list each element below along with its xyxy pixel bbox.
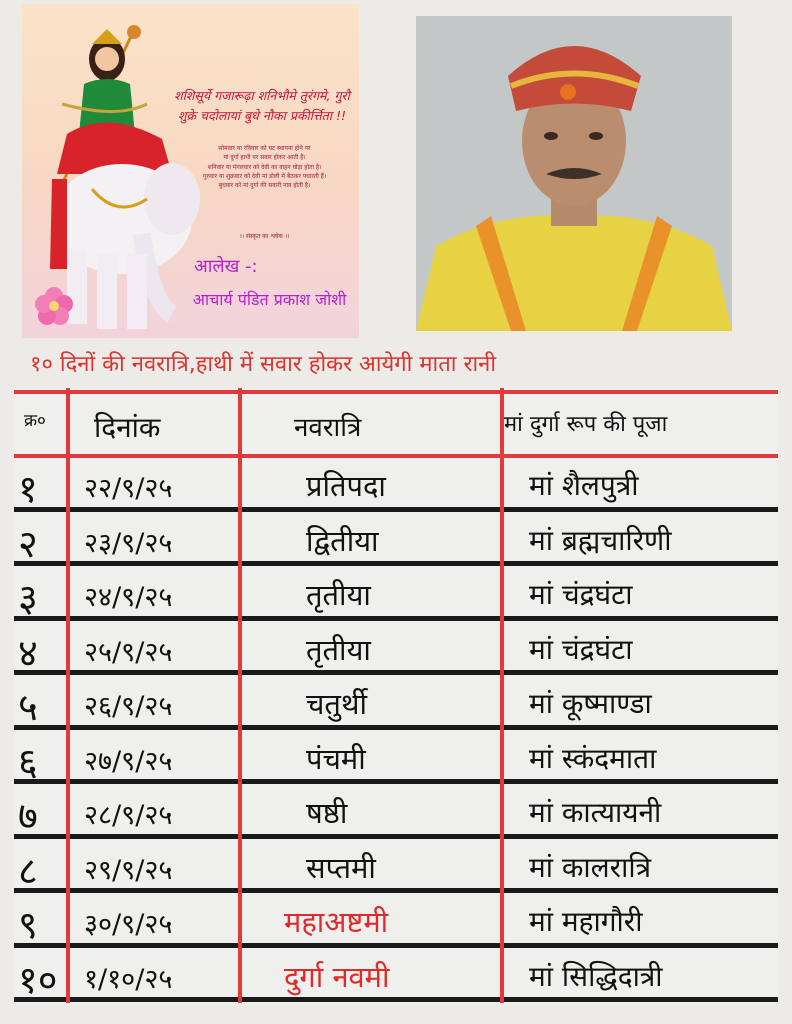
row-divider — [14, 561, 778, 566]
poster-card — [22, 4, 359, 338]
verse-explanation — [172, 144, 357, 190]
row-navratri-day: दुर्गा नवमी — [284, 959, 390, 994]
row-durga-form: मां कालरात्रि — [529, 850, 652, 884]
explanation-line: शनिवार या मंगलवार को देवी का वाहन घोड़ा होता है। — [207, 163, 322, 171]
row-navratri-day: प्रतिपदा — [306, 469, 386, 503]
row-divider — [14, 616, 778, 621]
row-navratri-day: तृतीया — [306, 578, 371, 612]
row-durga-form: मां चंद्रघंटा — [529, 632, 633, 666]
explanation-line: सोमवार या रविवार को घट स्थापना होने पर — [218, 145, 311, 152]
verse-line-1: शशिसूर्ये गजारूढ़ा शनिभौमे तुरंगमे, गुरौ — [174, 88, 350, 103]
explanation-line: मां दुर्गा हाथी पर सवार होकर आती हैं। — [223, 154, 306, 162]
row-navratri-day: महाअष्टमी — [284, 905, 389, 939]
row-navratri-day: षष्ठी — [306, 796, 348, 830]
row-date: २६/९/२५ — [84, 691, 173, 722]
explanation-line: बुधवार को मां दुर्गा की सवारी नाव होती है। — [218, 182, 311, 190]
column-separator — [66, 388, 70, 1003]
row-number: ६ — [18, 739, 38, 784]
header-top-line — [14, 390, 778, 394]
row-number: २ — [18, 521, 38, 566]
verse-line-2: शुक्रे चदोलायां बुधे नौका प्रकीर्त्तिता !! — [177, 108, 347, 123]
row-navratri-day: पंचमी — [306, 741, 366, 776]
row-durga-form: मां महागौरी — [529, 905, 643, 938]
row-date: १/१०/२५ — [84, 963, 173, 995]
column-separator — [500, 388, 504, 1003]
table-header-cell: नवरात्रि — [294, 413, 362, 443]
portrait-illustration — [416, 16, 732, 331]
row-number: ४ — [18, 630, 38, 675]
header-bottom-line — [14, 454, 778, 458]
row-durga-form: मां कूष्माण्डा — [529, 687, 652, 720]
row-number: १० — [18, 957, 58, 1002]
row-date: २५/९/२५ — [84, 636, 173, 668]
row-date: २८/९/२५ — [84, 800, 173, 831]
row-durga-form: मां ब्रह्मचारिणी — [529, 523, 672, 557]
row-number: ३ — [18, 576, 38, 620]
verse-source: ।। संस्कृत का श्लोक ।। — [239, 233, 290, 240]
table-header-cell: मां दुर्गा रूप की पूजा — [504, 412, 668, 437]
row-navratri-day: सप्तमी — [306, 850, 376, 885]
row-number: ८ — [18, 848, 38, 893]
author-portrait-photo — [416, 16, 732, 331]
hibiscus-flower-icon — [34, 286, 74, 326]
row-divider — [14, 670, 778, 675]
row-date: २७/९/२५ — [84, 745, 173, 777]
row-divider — [14, 943, 778, 948]
row-durga-form: मां स्कंदमाता — [529, 741, 657, 775]
row-date: २४/९/२५ — [84, 582, 173, 613]
sanskrit-verse — [162, 86, 359, 126]
row-divider — [14, 779, 778, 784]
column-separator — [238, 388, 242, 1003]
row-durga-form: मां चंद्रघंटा — [529, 578, 633, 611]
row-divider — [14, 507, 778, 512]
row-date: २३/९/२५ — [84, 527, 173, 559]
row-number: ९ — [18, 903, 38, 947]
table-header-cell: क्र० — [24, 411, 46, 431]
row-navratri-day: तृतीया — [306, 632, 371, 667]
row-number: ५ — [18, 685, 38, 729]
row-durga-form: मां शैलपुत्री — [529, 469, 639, 502]
row-date: ३०/९/२५ — [84, 909, 173, 940]
table-header-cell: दिनांक — [94, 411, 161, 444]
row-number: १ — [18, 467, 38, 511]
row-date: २२/९/२५ — [84, 473, 173, 504]
row-number: ७ — [18, 794, 38, 838]
article-label: आलेख -: — [194, 256, 258, 277]
author-name: आचार्य पंडित प्रकाश जोशी — [192, 290, 347, 309]
row-divider — [14, 888, 778, 893]
row-navratri-day: चतुर्थी — [306, 687, 367, 721]
row-durga-form: मां सिद्धिदात्री — [529, 959, 663, 993]
row-navratri-day: द्वितीया — [306, 523, 379, 558]
row-date: २९/९/२५ — [84, 854, 173, 886]
row-divider — [14, 725, 778, 730]
row-durga-form: मां कात्यायनी — [529, 796, 662, 829]
page-title: १० दिनों की नवरात्रि,हाथी में सवार होकर आयेगी माता रानी — [30, 352, 497, 377]
row-divider — [14, 834, 778, 839]
explanation-line: गुरुवार या शुक्रवार को देवी मां डोली में बैठकर पधारती हैं। — [202, 172, 327, 180]
navratri-schedule-table — [14, 388, 778, 1003]
row-divider — [14, 997, 778, 1002]
